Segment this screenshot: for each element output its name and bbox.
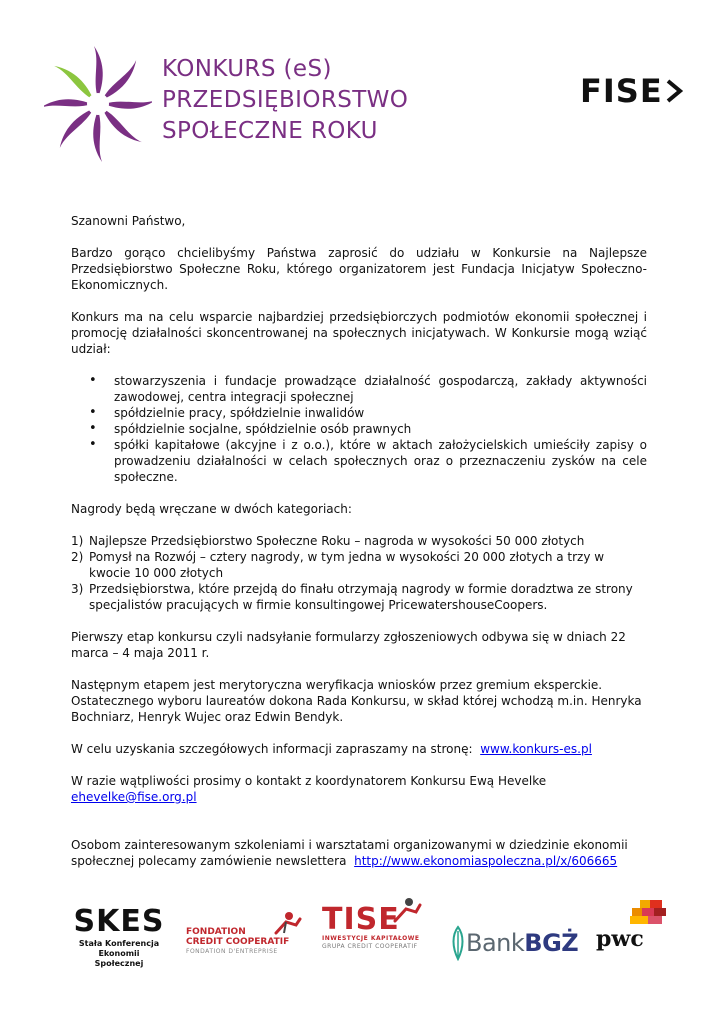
contest-title-line-2: PRZEDSIĘBIORSTWO — [162, 87, 409, 113]
skes-logo-line-2: Ekonomii Społecznej — [94, 949, 144, 968]
list-number: 3) — [71, 582, 84, 596]
info-text: W celu uzyskania szczegółowych informacji zapraszamy na stronę: — [71, 742, 473, 756]
list-text: Pomysł na Rozwój – cztery nagrody, w tym jedna w wysokości 20 000 złotych a trzy w kwocie 10 000 złotych — [89, 550, 605, 580]
contact-paragraph — [71, 773, 647, 805]
list-number: 1) — [71, 534, 84, 548]
website-link[interactable]: www.konkurs-es.pl — [480, 742, 592, 756]
fise-logo — [580, 72, 683, 110]
list-text: Przedsiębiorstwa, które przejdą do finału otrzymają nagrody w formie doradztwa ze strony specjalistów pracujących w firmie konsultingowej PricewatershouseCoopers. — [89, 582, 633, 612]
email-link[interactable]: ehevelke@fise.org.pl — [71, 790, 197, 804]
contest-title-line-1: KONKURS (eS) — [162, 56, 332, 82]
list-item — [71, 581, 647, 613]
contest-title — [162, 54, 408, 147]
letter-body — [71, 213, 647, 869]
tise-logo — [322, 902, 426, 951]
newsletter-paragraph — [71, 837, 647, 869]
figure-icon — [392, 897, 422, 923]
list-item: • spółdzielnie pracy, spółdzielnie inwalidów — [71, 405, 647, 421]
list-item: • stowarzyszenia i fundacje prowadzące działalność gospodarczą, zakłady aktywności zawodowej, centra integracji społecznej — [71, 373, 647, 405]
fondation-credit-cooperatif-logo — [186, 915, 304, 956]
intro-paragraph: Bardzo gorąco chcielibyśmy Państwa zaprosić do udziału w Konkursie na Najlepsze Przedsiębiorstwo Społeczne Roku, którego organizatorem jest Fundacja Inicjatyw Społeczno-Ekonomicznych. — [71, 246, 647, 292]
skes-logo-name: SKES — [73, 904, 165, 939]
contest-title-line-3: SPOŁECZNE ROKU — [162, 118, 378, 144]
contact-text: W razie wątpliwości prosimy o kontakt z koordynatorem Konkursu Ewą Hevelke — [71, 774, 547, 788]
pwc-logo-text: pwc — [596, 926, 644, 952]
fcc-logo-line-1: FONDATION — [186, 927, 246, 937]
prizes-list — [71, 533, 647, 613]
list-item — [71, 549, 647, 581]
bank-bgz-logo — [450, 925, 578, 961]
fcc-logo-line-2: CREDIT COOPERATIF — [186, 937, 290, 947]
stage2-paragraph: Następnym etapem jest merytoryczna weryfikacja wniosków przez gremium eksperckie. Ostatecznego wyboru laureatów dokona Rada Konkursu, w skład której wchodzą m.in. Henryka Bochniarz, Henryk Wujec oraz Edwin Bendyk. — [71, 678, 642, 724]
pwc-logo — [594, 898, 674, 958]
tise-logo-line-1: INWESTYCJE KAPITAŁOWE — [322, 935, 420, 942]
skes-logo-line-1: Stała Konferencja — [78, 939, 160, 948]
contest-logo-mark — [44, 40, 152, 168]
skes-logo — [73, 905, 165, 969]
list-item — [71, 533, 647, 549]
figure-icon — [272, 911, 302, 935]
bank-bgz-suffix: BGŻ — [524, 929, 579, 957]
chevron-right-icon — [665, 78, 683, 104]
fise-logo-text: FISE — [580, 72, 663, 110]
fcc-logo-line-3: FONDATION D'ENTREPRISE — [186, 948, 278, 955]
bank-bgz-logo-text — [466, 929, 578, 957]
newsletter-link[interactable]: http://www.ekonomiaspoleczna.pl/x/606665 — [354, 854, 618, 868]
info-paragraph — [71, 741, 647, 757]
bank-bgz-prefix: Bank — [466, 929, 525, 957]
leaf-icon — [450, 925, 466, 961]
purpose-paragraph: Konkurs ma na celu wsparcie najbardziej przedsiębiorczych podmiotów ekonomii społecznej i promocję działalności skoncentrowanej na społecznych inicjatywach. W Konkursie mogą wziąć udział: — [71, 310, 647, 356]
list-item: • spółki kapitałowe (akcyjne i z o.o.), które w aktach założycielskich umieściły zapisy o prowadzeniu działalności w celach społecznych oraz o przeznaczeniu zysków na cele społeczne. — [71, 437, 647, 485]
pwc-mark-icon — [594, 898, 674, 928]
tise-logo-name: TISE — [322, 902, 400, 937]
pinwheel-icon — [44, 40, 152, 168]
list-number: 2) — [71, 550, 84, 564]
list-item: • spółdzielnie socjalne, spółdzielnie osób prawnych — [71, 421, 647, 437]
stage1-paragraph: Pierwszy etap konkursu czyli nadsyłanie formularzy zgłoszeniowych odbywa się w dniach 22 marca – 4 maja 2011 r. — [71, 630, 626, 660]
newsletter-text: Osobom zainteresowanym szkoleniami i warsztatami organizowanymi w dziedzinie ekonomii społecznej polecamy zamówienie newslettera — [71, 838, 628, 868]
list-text: Najlepsze Przedsiębiorstwo Społeczne Roku – nagroda w wysokości 50 000 złotych — [89, 534, 585, 548]
salutation: Szanowni Państwo, — [71, 214, 186, 228]
participants-list — [71, 373, 647, 485]
tise-logo-line-2: GRUPA CREDIT COOPERATIF — [322, 943, 418, 950]
prizes-intro: Nagrody będą wręczane w dwóch kategoriach: — [71, 502, 352, 516]
